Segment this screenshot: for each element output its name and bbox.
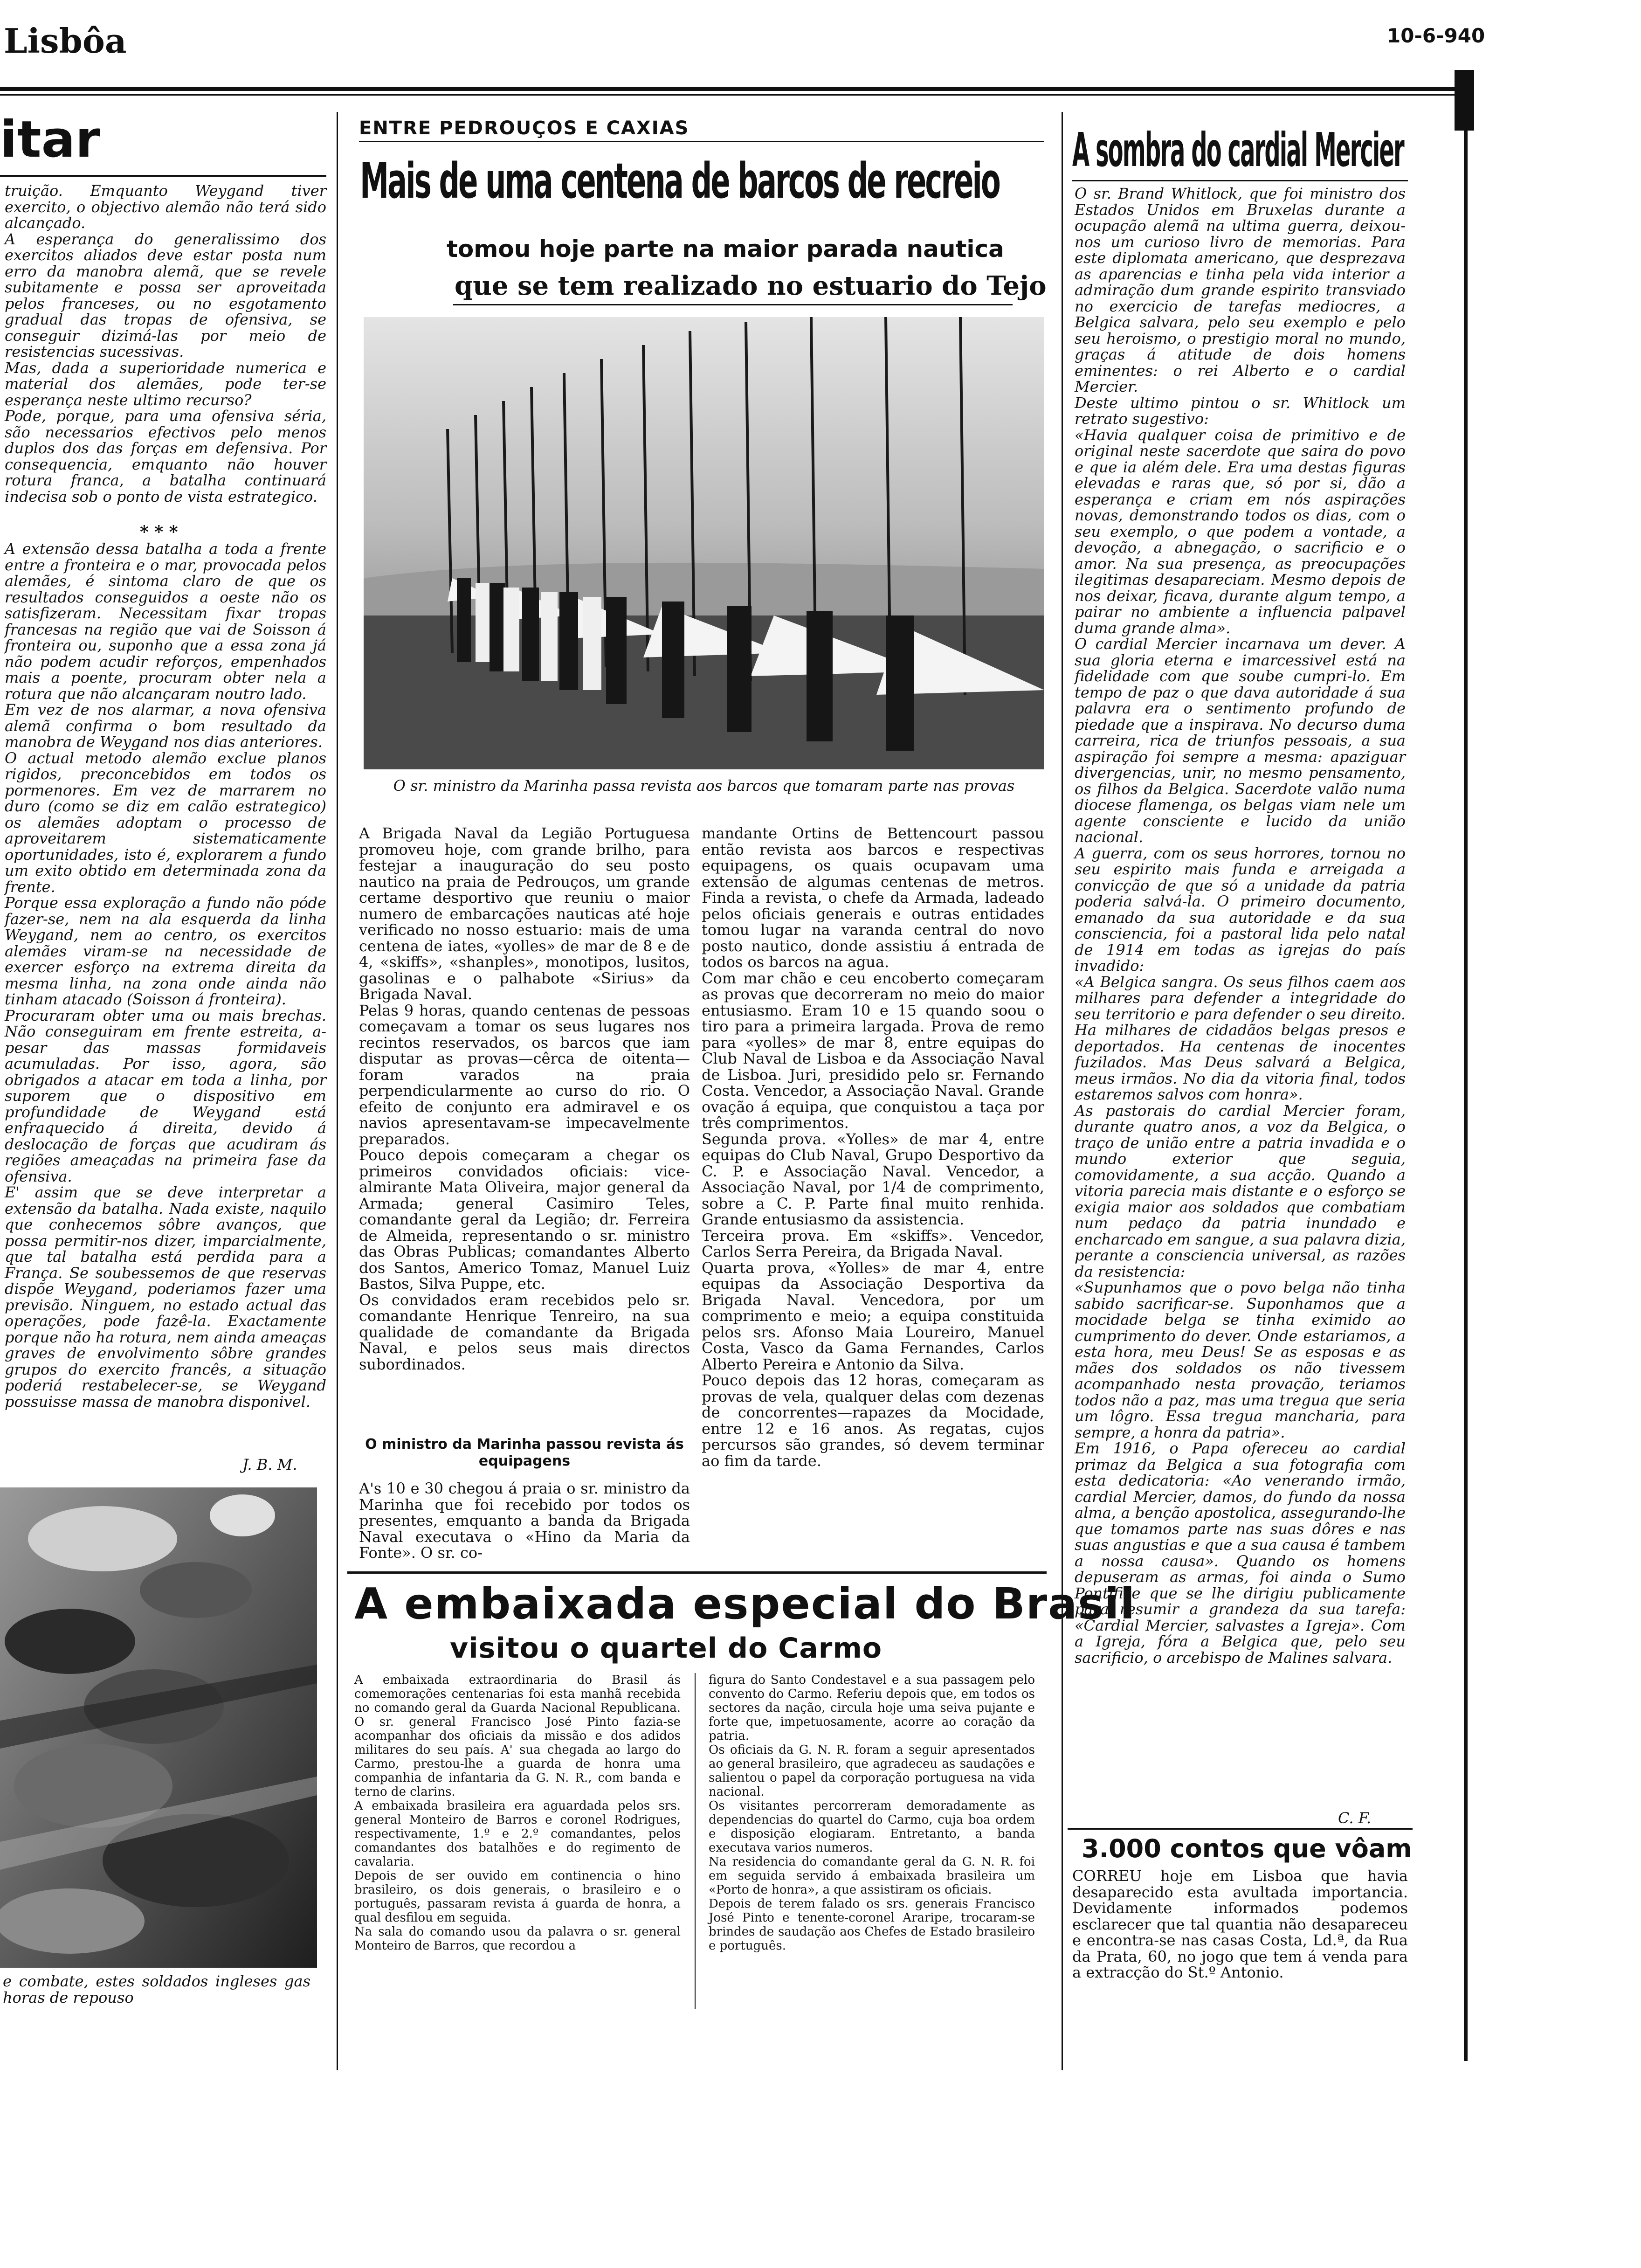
main-col-2: mandante Ortins de Bettencourt passou então revista aos barcos e respectivas equipagens, os quais ocupavam uma extensão de algumas centenas de metros. Finda a revista, o chefe da Armada, ladeado pelos oficiais generais e outras entidades tomou lugar na varanda central do novo posto nautico, donde assistiu á entrada de todos os barcos na agua. Com mar chão e ceu encoberto começaram as provas que decorreram no meio do maior entusiasmo. Eram 10 e 15 quando soou o tiro para a primeira largada. Prova de remo para «yolles» de mar 8, entre equipas do Club Naval de Lisboa e da Associação Naval de Lisboa. Juri, presidido pelo sr. Fernando Costa. Vencedor, a Associação Naval. Grande ovação á equipa, que conquistou a taça por três comprimentos. Segunda prova. «Yolles» de mar 4, entre equipas do Club Naval, Grupo Desportivo da C. P. e Associação Naval. Vencedor, a Associação Naval, por 1/4 de comprimento, sobre a C. P. Parte final muito renhida. Grande entusiasmo da assistencia. Terceira prova. Em «skiffs». Vencedor, Carlos Serra Pereira, da Brigada Naval. Quarta prova, «Yolles» de mar 4, entre equipas da Associação Desportiva da Brigada Naval. Vencedora, por um comprimento e meio; a equipa constituida pelos srs. Afonso Maia Loureiro, Manuel Costa, Vasco da Gama Fernandes, Carlos Alberto Pereira e Antonio da Silva. Pouco depois das 12 horas, começaram as provas de vela, qualquer delas com dezenas de concorrentes—rapazes da Mocidade, entre 12 e 16 anos. As regatas, cujos percursos são grandes, só devem terminar ao fim da tarde.: [702, 824, 1044, 1470]
right-margin-bar: [1455, 70, 1474, 131]
brasil-col-1: A embaixada extraordinaria do Brasil ás comemorações centenarias foi esta manhã recebida no comando geral da Guarda Nacional Republicana. O sr. general Francisco José Pinto fazia-se acompanhar dos oficiais da missão e dos adidos militares do seu país. A' sua chegada ao largo do Carmo, prestou-lhe a guarda de honra uma companhia de infantaria da G. N. R., com banda e terno de clarins. A embaixada brasileira era aguardada pelos srs. general Monteiro de Barros e coronel Rodrigues, respectivamente, 1.º e 2.º comandantes, pelos comandantes dos batalhões e do regimento de cavalaria. Depois de ser ouvido em continencia o hino brasileiro, os dois generais, o brasileiro e o português, passaram revista á guarda de honra, a qual desfilou em seguida. Na sala do comando usou da palavra o sr. general Monteiro de Barros, que recordou a: [354, 1673, 681, 1953]
contos-headline: 3.000 contos que vôam: [1082, 1834, 1412, 1863]
main-subhead-1: tomou hoje parte na maior parada nautica: [447, 235, 1004, 263]
main-col-1-end: A's 10 e 30 chegou á praia o sr. ministro da Marinha que foi recebido por todos os presentes, emquanto a banda da Brigada Naval executava o «Hino da Maria da Fonte». O sr. co-: [359, 1480, 690, 1562]
left-article-signature: J. B. M.: [242, 1456, 297, 1473]
left-article-title: itar: [0, 111, 100, 169]
regatta-photo: [364, 317, 1044, 769]
brasil-col-rule: [695, 1673, 696, 2009]
main-col-1-subhead: O ministro da Marinha passou revista ás equipagens: [365, 1436, 684, 1469]
main-col-1: A Brigada Naval da Legião Portuguesa promoveu hoje, com grande brilho, para festejar a inauguração do seu posto nautico na praia de Pedrouços, um grande certame desportivo que reuniu o maior numero de embarcações nauticas até hoje verificado no nosso estuario: mais de uma centena de iates, «yolles» de mar de 8 e de 4, «skiffs», «shanples», monotipos, lusitos, gasolinas e o palhabote «Sirius» da Brigada Naval. Pelas 9 horas, quando centenas de pessoas começavam a tomar os seus lugares nos recintos reservados, os barcos que iam disputar as provas—cêrca de oitenta—foram varados na praia perpendicularmente ao curso do rio. O efeito de conjunto era admiravel e os navios apresentavam-se impecavelmente preparados. Pouco depois começaram a chegar os primeiros convidados oficiais: vice-almirante Mata Oliveira, major general da Armada; general Casimiro Teles, comandante geral da Legião; dr. Ferreira de Almeida, representando o sr. ministro das Obras Publicas; comandantes Alberto dos Santos, Americo Tomaz, Manuel Luiz Bastos, Silva Puppe, etc. Os convidados eram recebidos pelo sr. comandante Henrique Tenreiro, na sua qualidade de comandante da Brigada Naval, e pelos seus mais directos subordinados.: [359, 824, 690, 1373]
right-margin-line: [1464, 131, 1468, 2061]
left-article-text-2: A extensão dessa batalha a toda a frente entre a fronteira e o mar, provocada pelos alemães, é sintoma claro de que os resultados conseguidos a oeste não os satisfizeram. Necessitam fixar tropas francesas na região que vai de Soisson á fronteira ou, suponho que a essa zona já não podem acudir reforços, empenhados mais a poente, procuram obter nela a rotura que não alcançaram noutro lado. Em vez de nos alarmar, a nova ofensiva alemã confirma o bom resultado da manobra de Weygand nos dias anteriores. O actual metodo alemão exclue planos rigidos, preconcebidos em todos os pormenores. Em vez de marrarem no duro (como se diz em calão estrategico) os alemães adoptam o processo de aproveitarem sistematicamente oportunidades, isto é, explorarem a fundo um exito obtido em determinada zona da frente. Porque essa exploração a fundo não póde fazer-se, nem na ala esquerda da linha Weygand, nem ao centro, os exercitos alemães viram-se na necessidade de exercer esforço na extrema direita da mesma linha, na zona onde ainda não tinham atacado (Soisson á fronteira). Procuraram obter uma ou mais brechas. Não conseguiram em frente estreita, a-pesar das massas formidaveis acumuladas. Por isso, agora, são obrigados a atacar em toda a linha, por suporem que o dispositivo em profundidade de Weygand está enfraquecido á direita, devido á deslocação de forças que acudiram ás regiões ameaçadas na primeira fase da ofensiva. E' assim que se deve interpretar a extensão da batalha. Nada existe, naquilo que conhecemos sôbre avanços, que possa permitir-nos dizer, imparcialmente, que tal batalha está perdida para a França. Se soubessemos de que reservas dispõe Weygand, poderiamos fazer uma previsão. Ninguem, no estado actual das operações, pode fazê-la. Exactamente porque não ha rotura, nem ainda ameaças graves de envolvimento sôbre grandes grupos do exercito francês, a situação poderiá restabelecer-se, se Weygand possuisse massa de manobra disponivel.: [5, 540, 326, 1411]
main-kicker: ENTRE PEDROUÇOS E CAXIAS: [359, 118, 689, 139]
left-title-rule: [0, 175, 326, 177]
mercier-title-rule: [1072, 180, 1408, 181]
top-rule-thin: [0, 94, 1469, 96]
contos-text: CORREU hoje em Lisboa que havia desaparecido esta avultada importancia. Devidamente informados podemos esclarecer que tal quantia não desapareceu e encontra-se nas casas Costa, Ld.ª, da Rua da Prata, 60, no jogo que tem á venda para a extracção do St.º Antonio.: [1072, 1867, 1408, 1981]
masthead: Lisbôa: [4, 21, 127, 61]
kicker-rule: [359, 141, 1044, 142]
col-rule-1: [337, 112, 338, 2070]
brasil-subhead: visitou o quartel do Carmo: [450, 1632, 883, 1665]
mercier-text: O sr. Brand Whitlock, que foi ministro dos Estados Unidos em Bruxelas durante a ocupação alemã na ultima guerra, deixou-nos um curioso livro de memorias. Para este diplomata americano, que desprezava as aparencias e tinha pela vida interior a admiração dum grande espirito transviado no exercicio de tarefas mediocres, a Belgica salvara, pelo seu exemplo e pelo seu heroismo, o prestigio moral no mundo, graças á atitude de dois homens eminentes: o rei Alberto e o cardial Mercier. Deste ultimo pintou o sr. Whitlock um retrato sugestivo: «Havia qualquer coisa de primitivo e de original neste sacerdote que saira do povo e que ia além dele. Era uma destas figuras elevadas e raras que, só por si, dão a esperança e criam em nós aspirações novas, demonstrando todos os dias, com o seu exemplo, o que podem a vontade, a devoção, a abnegação, o sacrificio e o amor. Na sua presença, as preocupações ilegitimas desapareciam. Mesmo depois de nos deixar, ficava, durante algum tempo, a pairar no ambiente a influencia palpavel duma grande alma». O cardial Mercier incarnava um dever. A sua gloria eterna e imarcessivel está na fidelidade com que soube cumpri-lo. Em tempo de paz o que dava autoridade á sua palavra era o sentimento profundo de piedade que a inspirava. No decurso duma carreira, rica de triunfos pessoais, a sua aspiração foi sempre a mesma: apaziguar divergencias, unir, no mesmo pensamento, os filhos da Belgica. Sacerdote valão numa diocese flamenga, os belgas viam nele um agente consciente e lucido da união nacional. A guerra, com os seus horrores, tornou no seu espirito mais funda e arreigada a convicção de que só a unidade da patria poderia salvá-la. O primeiro documento, emanado da sua autoridade e da sua consciencia, foi a pastoral lida pelo natal de 1914 em todas as igrejas do país invadido: «A Belgica sangra. Os seus filhos caem aos milhares para defender a integridade do seu territorio e para defender o seu direito. Ha milhares de cidadãos belgas presos e deportados. Ha centenas de inocentes fuzilados. Mas Deus salvará a Belgica, meus irmãos. No dia da vitoria final, todos estaremos salvos com honra». As pastorais do cardial Mercier foram, durante quatro anos, a voz da Belgica, o traço de união entre a patria invadida e o mundo exterior que seguia, comovidamente, a sua acção. Quando a vitoria parecia mais distante e o esforço se exigia maior aos soldados que combatiam num pedaço da patria inundado e encharcado em sangue, a sua palavra dizia, perante a consciencia universal, as razões da resistencia: «Supunhamos que o povo belga não tinha sabido sacrificar-se. Suponhamos que a mocidade belga se tinha eximido ao cumprimento do dever. Onde estariamos, a esta hora, meu Deus! Se as esposas e as mães dos soldados os não tivessem acompanhado nesta provação, teriamos todos não a paz, mas uma tregua que seria um lôgro. Essa tregua mancharia, para sempre, a honra da patria». Em 1916, o Papa ofereceu ao cardial primaz da Belgica a sua fotografia com esta dedicatoria: «Ao venerando irmão, cardial Mercier, damos, do fundo da nossa alma, a benção apostolica, assegurando-lhe que tomamos parte nas suas dôres e nas suas angustias e que a sua causa é tambem a nossa causa». Quando os homens depuseram as armas, foi ainda o Sumo Pontifice que se lhe dirigiu publicamente para resumir a grandeza da sua tarefa: «Cardial Mercier, salvastes a Igreja». Com a Igreja, fóra a Belgica que, pelo seu sacrificio, o arcebispo de Malines salvara.: [1075, 185, 1406, 1666]
soldiers-photo-caption: e combate, estes soldados ingleses gas horas de repouso: [3, 1972, 310, 2006]
left-article-text-1: truição. Emquanto Weygand tiver exercito, o objectivo alemão não terá sido alcançado. A esperança do generalissimo dos exercitos aliados deve estar posta num erro da manobra alemã, que se revele subitamente e possa ser aproveitada pelos franceses, ou no esgotamento gradual das tropas de ofensiva, se conseguir dizimá-las por meio de resistencias sucessivas. Mas, dada a superioridade numerica e material dos alemães, pode ter-se esperança neste ultimo recurso? Pode, porque, para uma ofensiva séria, são necessarios efectivos pelo menos duplos dos das forças em defensiva. Por consequencia, emquanto não houver rotura franca, a batalha continuará indecisa sob o ponto de vista estrategico.: [5, 182, 326, 505]
separator-stars: * * *: [140, 522, 178, 542]
brasil-headline: A embaixada especial do Brasil: [354, 1579, 1136, 1629]
brasil-col-2: figura do Santo Condestavel e a sua passagem pelo convento do Carmo. Referiu depois que, em todos os sectores da nação, circula hoje uma seiva pujante e forte que, impetuosamente, acorre ao coração da patria. Os oficiais da G. N. R. foram a seguir apresentados ao general brasileiro, que agradeceu as saudações e salientou o papel da corporação portuguesa na vida nacional. Os visitantes percorreram demoradamente as dependencias do quartel do Carmo, cuja boa ordem e disposição elogiaram. Entretanto, a banda executava varios numeros. Na residencia do comandante geral da G. N. R. foi em seguida servido á embaixada brasileira um «Porto de honra», a que assistiram os oficiais. Depois de terem falado os srs. generais Francisco José Pinto e tenente-coronel Araripe, trocaram-se brindes de saudação aos Chefes de Estado brasileiro e português.: [709, 1673, 1035, 1953]
main-headline: Mais de uma centena de barcos de recreio: [360, 152, 1000, 209]
regatta-photo-caption: O sr. ministro da Marinha passa revista aos barcos que tomaram parte nas provas: [393, 777, 1015, 795]
top-rule-thick: [0, 87, 1469, 91]
page-date: 10-6-940: [1387, 24, 1485, 47]
mercier-signature: C. F.: [1338, 1809, 1372, 1827]
soldiers-photo: [0, 1487, 317, 1968]
mercier-headline: A sombra do cardial Mercier: [1072, 123, 1404, 177]
brasil-top-rule: [347, 1571, 1047, 1574]
contos-top-rule: [1068, 1828, 1413, 1830]
subhead-underline: [453, 304, 1013, 305]
main-subhead-2: que se tem realizado no estuario do Tejo: [455, 270, 1047, 301]
col-rule-2: [1062, 112, 1063, 2070]
